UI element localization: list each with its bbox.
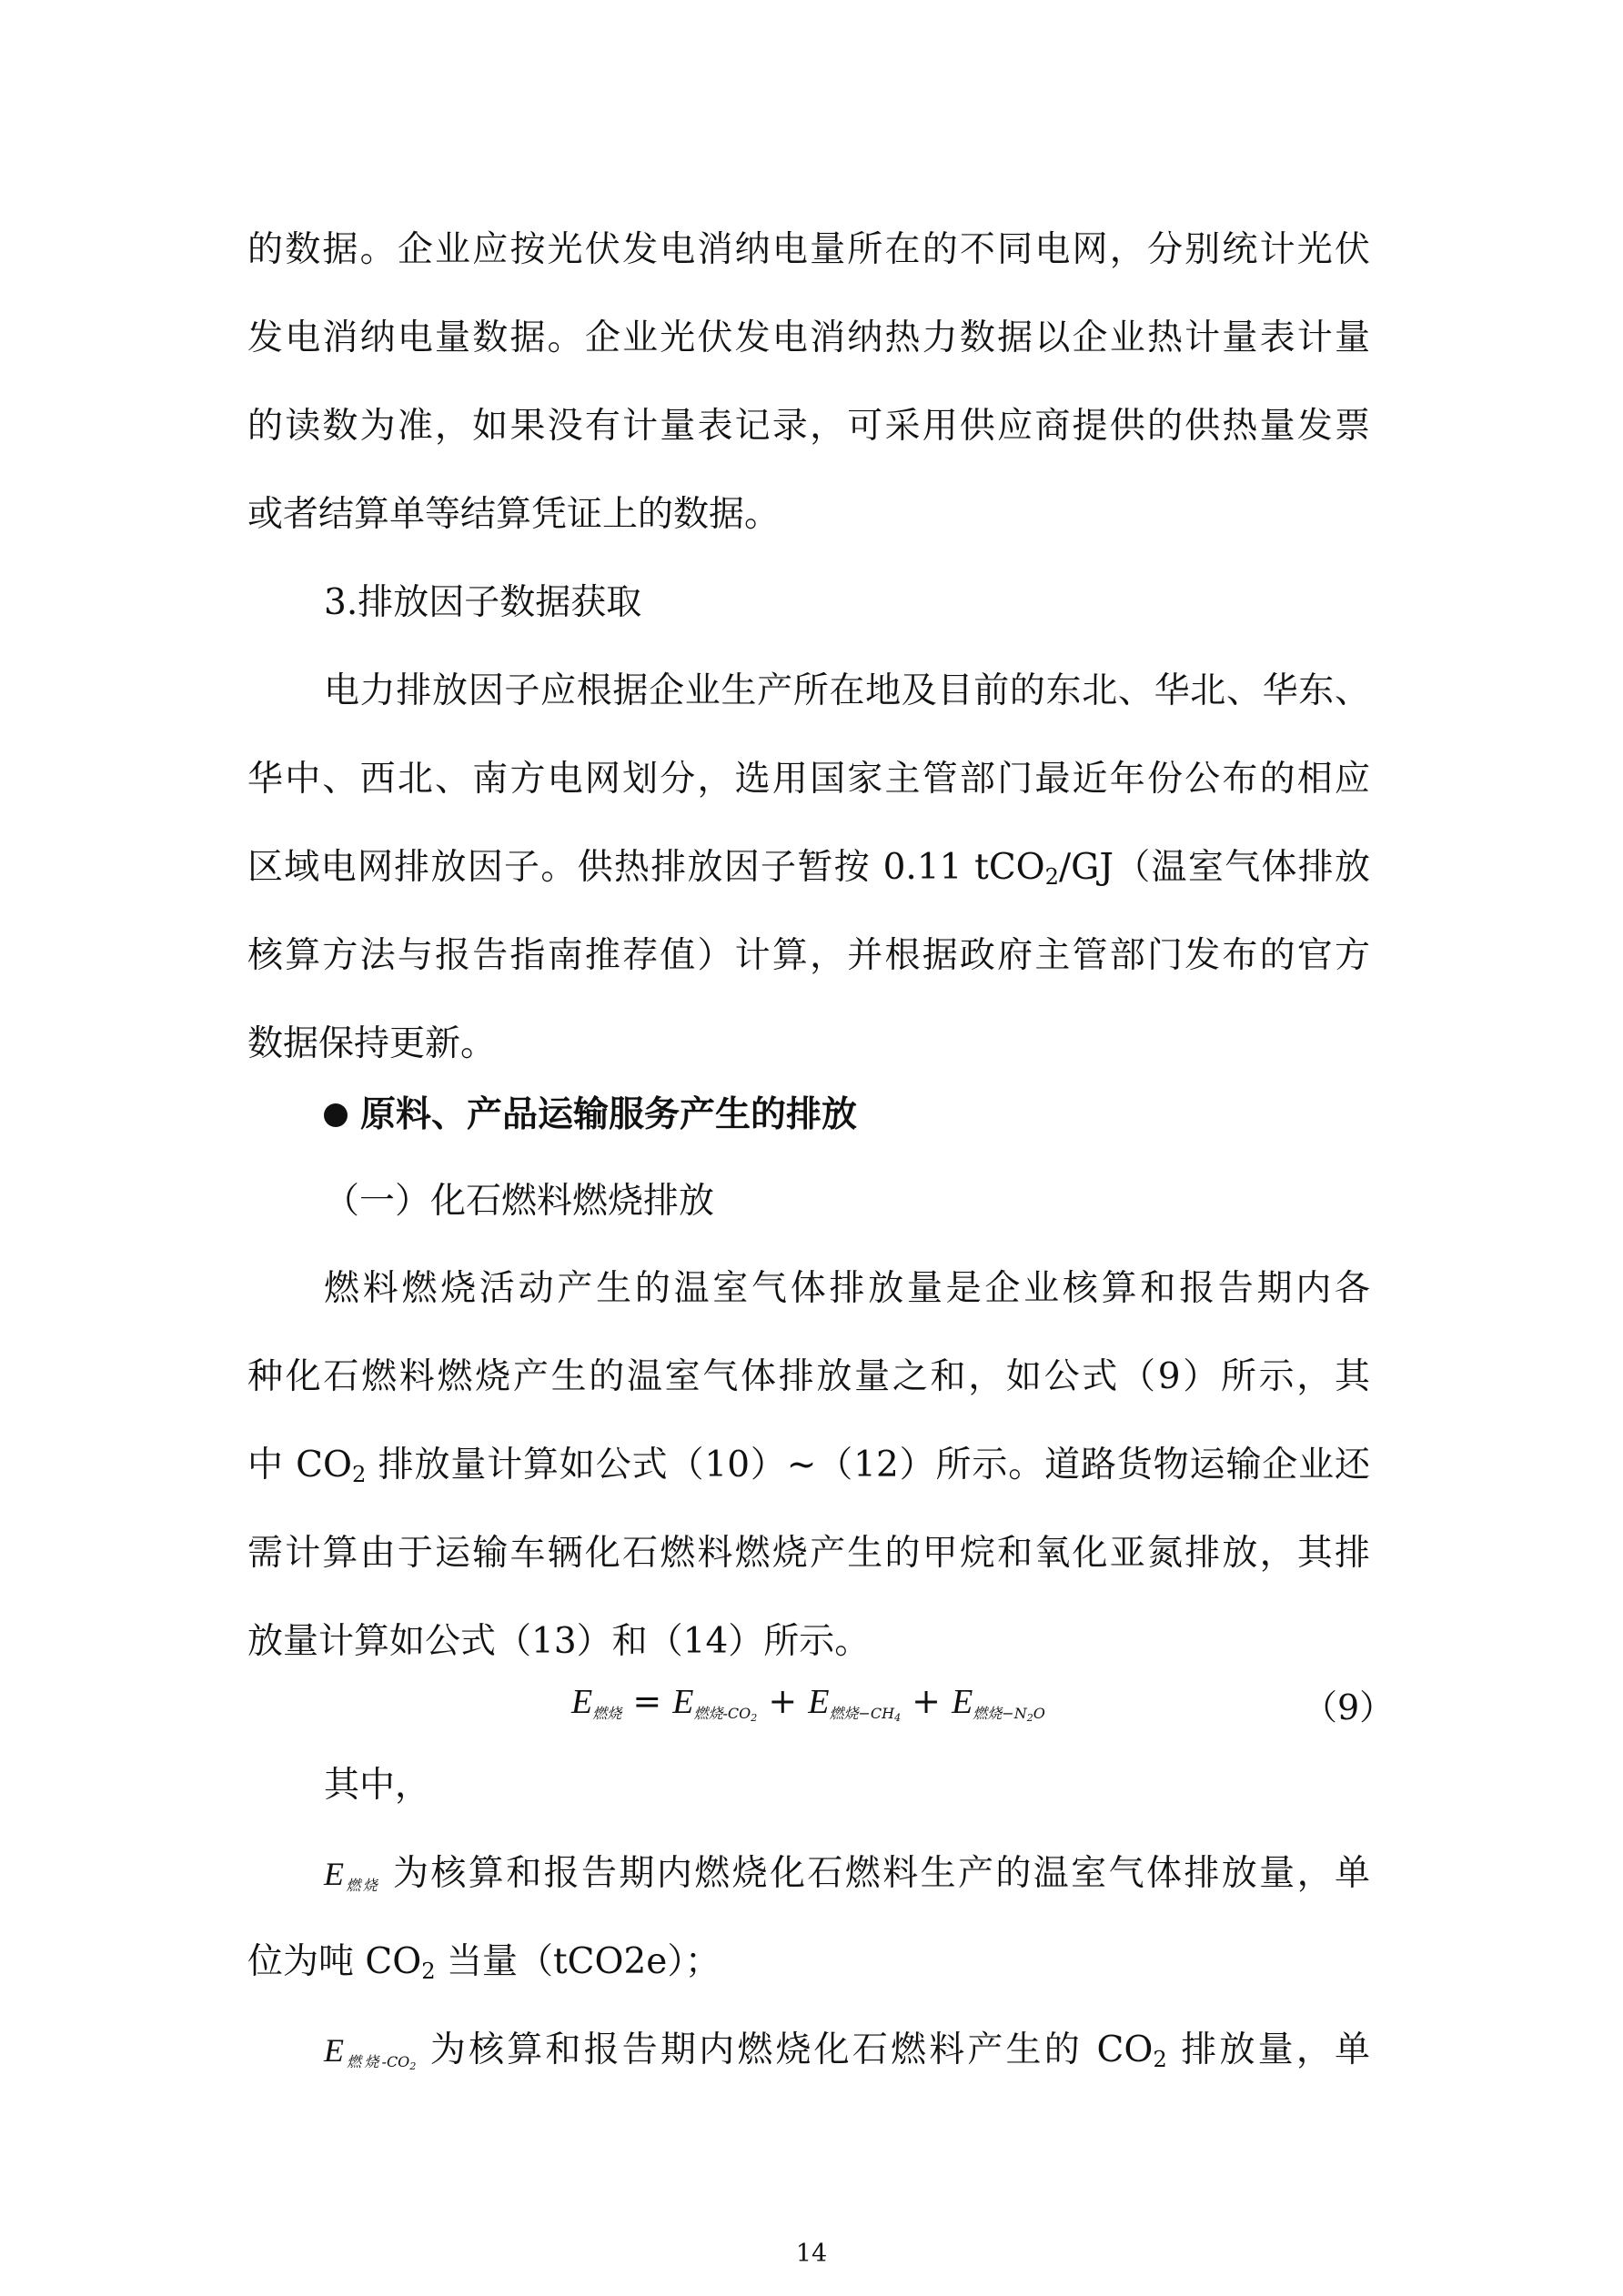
definition-line: 位为吨 $CO_2$ 当量（tCO2e）； bbox=[247, 1941, 721, 1985]
definition-line: $E_{燃烧-CO2}$ 为核算和报告期内燃烧化石燃料产生的 $CO_2$ 排放量，单 bbox=[324, 2029, 1370, 2073]
paragraph-line: 区域电网排放因子。供热排放因子暂按 0.11 tCO$_2$/GJ（温室气体排放 bbox=[247, 847, 1370, 891]
bullet-heading: 原料、产品运输服务产生的排放 bbox=[360, 1093, 858, 1135]
equation-number: （9） bbox=[1303, 1687, 1395, 1727]
paragraph-line: 或者结算单等结算凭证上的数据。 bbox=[247, 494, 781, 535]
subheading: （一）化石燃料燃烧排放 bbox=[324, 1181, 715, 1222]
paragraph-line: 需计算由于运输车辆化石燃料燃烧产生的甲烷和氧化亚氮排放，其排 bbox=[247, 1533, 1370, 1574]
paragraph-line: 种化石燃料燃烧产生的温室气体排放量之和，如公式（9）所示，其 bbox=[247, 1356, 1370, 1397]
where-label: 其中， bbox=[324, 1765, 431, 1806]
paragraph-line: 中 $CO_2$ 排放量计算如公式（10）~（12）所示。道路货物运输企业还 bbox=[247, 1445, 1371, 1488]
paragraph-line: 放量计算如公式（13）和（14）所示。 bbox=[247, 1621, 871, 1662]
paragraph-line: 的读数为准，如果没有计量表记录，可采用供应商提供的供热量发票 bbox=[247, 406, 1370, 447]
definition-line: $E_{燃烧}$ 为核算和报告期内燃烧化石燃料生产的温室气体排放量，单 bbox=[324, 1853, 1370, 1894]
formula-9: $E_{燃烧} = E_{燃烧-CO2} + E_{燃烧-CH4} + E_{燃烧-N2O}$ bbox=[571, 1681, 1045, 1724]
paragraph-line: 华中、西北、南方电网划分，选用国家主管部门最近年份公布的相应 bbox=[247, 759, 1370, 800]
page-number: 14 bbox=[795, 2240, 828, 2268]
paragraph-line: 发电消纳电量数据。企业光伏发电消纳热力数据以企业热计量表计量 bbox=[247, 317, 1370, 358]
section-heading: 3.排放因子数据获取 bbox=[324, 582, 642, 623]
paragraph-line: 的数据。企业应按光伏发电消纳电量所在的不同电网，分别统计光伏 bbox=[247, 229, 1370, 270]
paragraph-line: 电力排放因子应根据企业生产所在地及目前的东北、华北、华东、 bbox=[324, 670, 1370, 711]
bullet-icon bbox=[324, 1103, 348, 1127]
paragraph-line: 数据保持更新。 bbox=[247, 1023, 497, 1064]
paragraph-line: 核算方法与报告指南推荐值）计算，并根据政府主管部门发布的官方 bbox=[247, 935, 1370, 976]
paragraph-line: 燃料燃烧活动产生的温室气体排放量是企业核算和报告期内各 bbox=[324, 1268, 1370, 1309]
